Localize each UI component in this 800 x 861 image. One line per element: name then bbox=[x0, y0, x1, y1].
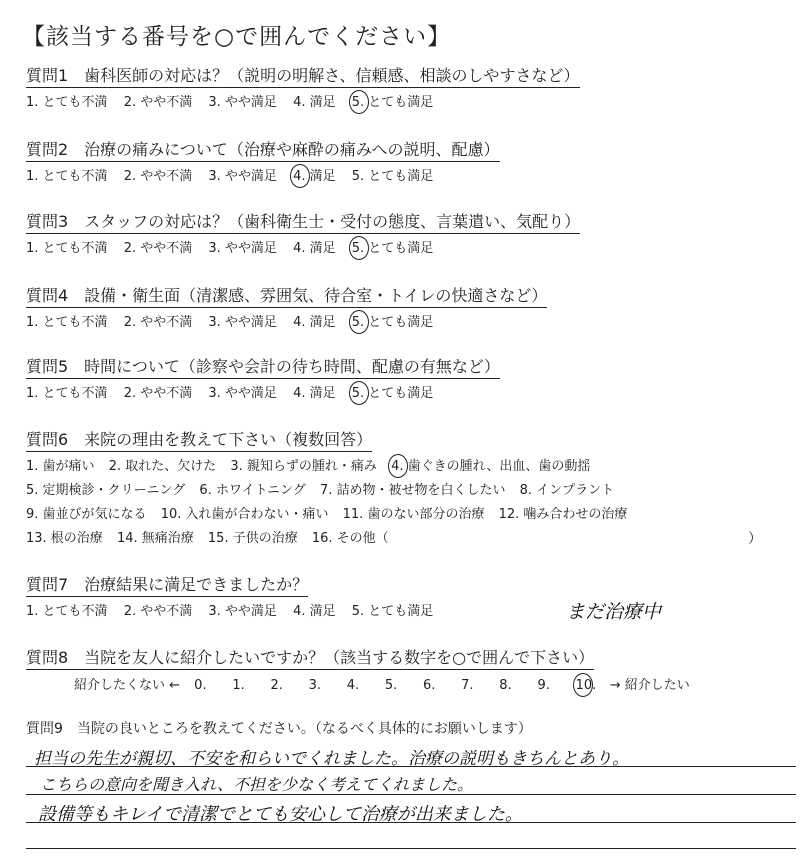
q7-options bbox=[26, 603, 445, 621]
q4-option-2[interactable]: 2. やや不満 bbox=[123, 315, 193, 330]
q8-scale-8[interactable]: 8. bbox=[499, 678, 512, 693]
q7-option-5[interactable]: 5. とても満足 bbox=[351, 604, 434, 619]
q5-option-5[interactable]: 5. とても満足 bbox=[351, 386, 434, 401]
q6-option-14[interactable]: 14. 無痛治療 bbox=[116, 531, 194, 546]
q8-scale-2[interactable]: 2. bbox=[270, 678, 283, 693]
q4-option-1[interactable]: 1. とても不満 bbox=[26, 315, 108, 330]
q6-other-close-paren: ） bbox=[748, 531, 762, 547]
q1-option-1[interactable]: 1. とても不満 bbox=[26, 95, 108, 110]
q3-option-2[interactable]: 2. やや不満 bbox=[123, 241, 193, 256]
q6-title: 質問6 来院の理由を教えて下さい（複数回答） bbox=[26, 430, 372, 452]
q4-option-5[interactable]: 5. とても満足 bbox=[351, 315, 434, 330]
q4-option-4[interactable]: 4. 満足 bbox=[293, 315, 336, 330]
q6-option-3[interactable]: 3. 親知らずの腫れ・痛み bbox=[230, 459, 377, 474]
q8-scale-9[interactable]: 9. bbox=[537, 678, 550, 693]
q1-option-5[interactable]: 5. とても満足 bbox=[351, 95, 434, 110]
q8-scale-6[interactable]: 6. bbox=[423, 678, 436, 693]
q6-option-6[interactable]: 6. ホワイトニング bbox=[199, 483, 306, 498]
q5-option-1[interactable]: 1. とても不満 bbox=[26, 386, 108, 401]
q1-option-3[interactable]: 3. やや満足 bbox=[208, 95, 277, 110]
q4-options bbox=[26, 314, 445, 332]
q6-option-12[interactable]: 12. 噛み合わせの治療 bbox=[498, 507, 628, 522]
q4-option-3[interactable]: 3. やや満足 bbox=[208, 315, 277, 330]
q5-title: 質問5 時間について（診察や会計の待ち時間、配慮の有無など） bbox=[26, 357, 500, 379]
q8-scale-4[interactable]: 4. bbox=[346, 678, 360, 693]
q3-option-3[interactable]: 3. やや満足 bbox=[208, 241, 277, 256]
q2-option-1[interactable]: 1. とても不満 bbox=[26, 169, 108, 184]
q2-title: 質問2 治療の痛みについて（治療や麻酔の痛みへの説明、配慮） bbox=[26, 140, 500, 162]
q6-option-15[interactable]: 15. 子供の治療 bbox=[207, 531, 298, 546]
q8-right-label: → 紹介したい bbox=[609, 678, 690, 693]
q8-left-label: 紹介したくない ← bbox=[74, 678, 181, 693]
q8-scale-1[interactable]: 1. bbox=[232, 678, 245, 693]
q2-option-4[interactable]: 4. 満足 bbox=[293, 169, 336, 184]
q6-row-4 bbox=[26, 530, 399, 548]
q4-title: 質問4 設備・衛生面（清潔感、雰囲気、待合室・トイレの快適さなど） bbox=[26, 286, 547, 308]
q6-option-16[interactable]: 16. その他（ bbox=[311, 531, 389, 546]
q7-option-1[interactable]: 1. とても不満 bbox=[26, 604, 108, 619]
q6-row-1 bbox=[26, 458, 600, 476]
q5-option-2[interactable]: 2. やや不満 bbox=[123, 386, 193, 401]
q6-option-1[interactable]: 1. 歯が痛い bbox=[26, 459, 95, 474]
q6-row-3 bbox=[26, 506, 637, 524]
q3-options bbox=[26, 240, 445, 258]
q7-option-3[interactable]: 3. やや満足 bbox=[208, 604, 277, 619]
q9-answer-text-2[interactable]: こちらの意向を聞き入れ、不担を少なく考えてくれました。 bbox=[40, 775, 473, 794]
q1-option-2[interactable]: 2. やや不満 bbox=[123, 95, 193, 110]
q2-option-3[interactable]: 3. やや満足 bbox=[208, 169, 277, 184]
q9-answer-text-1[interactable]: 担当の先生が親切、不安を和らいでくれました。治療の説明もきちんとあり。 bbox=[34, 749, 629, 769]
q1-title: 質問1 歯科医師の対応は？（説明の明解さ、信頼感、相談のしやすさなど） bbox=[26, 66, 580, 88]
q2-option-2[interactable]: 2. やや不満 bbox=[123, 169, 193, 184]
q7-handwritten-note: まだ治療中 bbox=[566, 601, 662, 623]
q3-option-4[interactable]: 4. 満足 bbox=[293, 241, 336, 256]
q6-option-9[interactable]: 9. 歯並びが気になる bbox=[26, 507, 147, 522]
q6-option-13[interactable]: 13. 根の治療 bbox=[26, 531, 103, 546]
q3-title: 質問3 スタッフの対応は？（歯科衛生士・受付の態度、言葉遣い、気配り） bbox=[26, 212, 580, 234]
q9-answer-line-4 bbox=[26, 848, 796, 849]
q3-option-5[interactable]: 5. とても満足 bbox=[351, 241, 434, 256]
q8-scale bbox=[74, 677, 700, 695]
q5-options bbox=[26, 385, 445, 403]
q8-scale-7[interactable]: 7. bbox=[461, 678, 474, 693]
q6-option-4[interactable]: 4. 歯ぐきの腫れ、出血、歯の動揺 bbox=[391, 459, 591, 474]
q9-answer-text-3[interactable]: 設備等もキレイで清潔でとても安心して治療が出来ました。 bbox=[38, 804, 523, 825]
q1-options bbox=[26, 94, 445, 112]
q3-option-1[interactable]: 1. とても不満 bbox=[26, 241, 108, 256]
q5-option-3[interactable]: 3. やや満足 bbox=[208, 386, 277, 401]
q8-scale-5[interactable]: 5. bbox=[384, 678, 398, 693]
q6-option-5[interactable]: 5. 定期検診・クリーニング bbox=[26, 483, 186, 498]
q2-option-5[interactable]: 5. とても満足 bbox=[351, 169, 434, 184]
q9-title: 質問9 当院の良いところを教えてください。（なるべく具体的にお願いします） bbox=[26, 721, 532, 737]
q8-title: 質問8 当院を友人に紹介したいですか？（該当する数字を○で囲んで下さい） bbox=[26, 648, 594, 670]
q7-option-2[interactable]: 2. やや不満 bbox=[123, 604, 193, 619]
page-header: 【該当する番号を○で囲んでください】 bbox=[22, 24, 452, 50]
q7-option-4[interactable]: 4. 満足 bbox=[293, 604, 336, 619]
q7-title: 質問7 治療結果に満足できましたか？ bbox=[26, 575, 308, 597]
q6-option-7[interactable]: 7. 詰め物・被せ物を白くしたい bbox=[319, 483, 506, 498]
q1-option-4[interactable]: 4. 満足 bbox=[293, 95, 336, 110]
q8-scale-10[interactable]: 10. bbox=[576, 677, 606, 695]
q6-option-11[interactable]: 11. 歯のない部分の治療 bbox=[342, 507, 485, 522]
q6-option-2[interactable]: 2. 取れた、欠けた bbox=[108, 459, 217, 474]
q8-scale-3[interactable]: 3. bbox=[308, 678, 321, 693]
q5-option-4[interactable]: 4. 満足 bbox=[293, 386, 336, 401]
q6-option-8[interactable]: 8. インプラント bbox=[519, 483, 615, 498]
q8-scale-0[interactable]: 0. bbox=[194, 678, 207, 693]
q2-options bbox=[26, 168, 445, 186]
q6-option-10[interactable]: 10. 入れ歯が合わない・痛い bbox=[160, 507, 329, 522]
q6-row-2 bbox=[26, 482, 624, 500]
